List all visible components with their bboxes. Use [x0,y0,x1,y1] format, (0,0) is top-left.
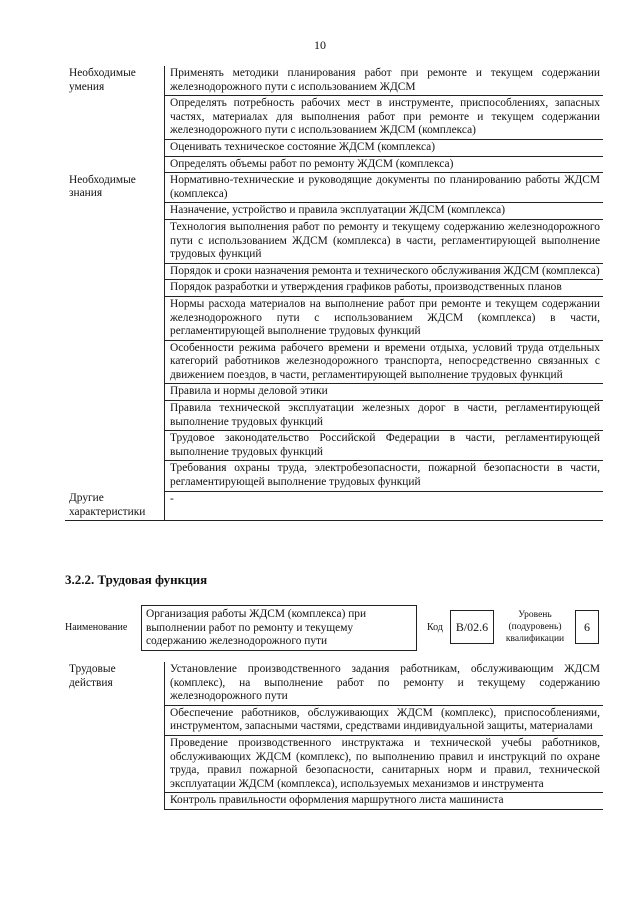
table-cell: Контроль правильности оформления маршрутного листа машиниста [165,793,604,810]
skills-knowledge-table [65,66,603,521]
row-label: Необходимые знания [65,173,165,491]
table-cell: Требования охраны труда, электробезопасности, пожарной безопасности в части, регламентирующей выполнение трудовых функций [165,461,604,491]
table-cell: Правила технической эксплуатации железных дорог в части, регламентирующей выполнение трудовых функций [165,401,604,431]
table-cell: Порядок и сроки назначения ремонта и технического обслуживания ЖДСМ (комплекса) [165,263,604,280]
table-cell: Обеспечение работников, обслуживающих ЖДСМ (комплекс), приспособлениями, инструментом, запасными частями, средствами индивидуальной защиты, материалами [165,705,604,735]
table-cell: Нормы расхода материалов на выполнение работ при ремонте и текущем содержании железнодорожного пути с использованием ЖДСМ (комплекса) в части, регламентирующей выполнение трудовых функций [165,296,604,340]
table-cell: Особенности режима рабочего времени и времени отдыха, условий труда отдельных категорий работников железнодорожного транспорта, непосредственно связанных с движением поездов, в части, регламентирующей выполнение трудовых функций [165,340,604,384]
table-cell: Назначение, устройство и правила эксплуатации ЖДСМ (комплекса) [165,203,604,220]
table-row [65,66,603,96]
table-cell: Определять потребность рабочих мест в инструменте, приспособлениях, запасных частях, материалах для выполнения работ при ремонте и текущем содержании железнодорожного пути с использованием ЖДСМ (комплекса) [165,96,604,140]
row-label: Необходимые умения [65,66,165,173]
actions-table [65,662,603,810]
table-row [65,491,603,521]
table-cell: Проведение производственного инструктажа и технической учебы работников, обслуживающих ЖДСМ (комплекс), по выполнению правил и инструкций по охране труда, правил пожарной безопасности, санитарных норм и правил, технической эксплуатации ЖДСМ (комплекса), используемых механизмов и инструмента [165,735,604,792]
page-number: 10 [314,38,326,52]
row-label: Другие характеристики [65,491,165,521]
level-box: 6 [575,610,599,644]
table-cell: Правила и нормы деловой этики [165,384,604,401]
function-header [65,605,605,655]
table-cell: Установление производственного задания работникам, обслуживающим ЖДСМ (комплекс), на выполнение работ по ремонту и текущему содержанию железнодорожного пути [165,662,604,705]
table-cell: Нормативно-технические и руководящие документы по планированию работы ЖДСМ (комплекса) [165,173,604,203]
table-row [65,173,603,203]
level-label: Уровень (подуровень) квалификации [505,610,565,644]
row-label: Трудовые действия [65,662,165,809]
function-name-box: Организация работы ЖДСМ (комплекса) при выполнении работ по ремонту и текущему содержанию железнодорожного пути [141,605,417,651]
table-cell: - [165,491,604,521]
code-label: Код [427,622,443,633]
table-row [65,662,603,705]
name-label: Наименование [65,622,128,633]
table-cell: Технология выполнения работ по ремонту и текущему содержанию железнодорожного пути с использованием ЖДСМ (комплекса) в части, регламентирующей выполнение трудовых функций [165,219,604,263]
table-cell: Определять объемы работ по ремонту ЖДСМ (комплекса) [165,156,604,173]
table-cell: Трудовое законодательство Российской Федерации в части, регламентирующей выполнение трудовых функций [165,431,604,461]
table-cell: Оценивать техническое состояние ЖДСМ (комплекса) [165,139,604,156]
code-box: B/02.6 [450,610,494,644]
section-heading: 3.2.2. Трудовая функция [65,572,208,587]
table-cell: Порядок разработки и утверждения графиков работы, производственных планов [165,280,604,297]
table-cell: Применять методики планирования работ при ремонте и текущем содержании железнодорожного пути с использованием ЖДСМ [165,66,604,96]
